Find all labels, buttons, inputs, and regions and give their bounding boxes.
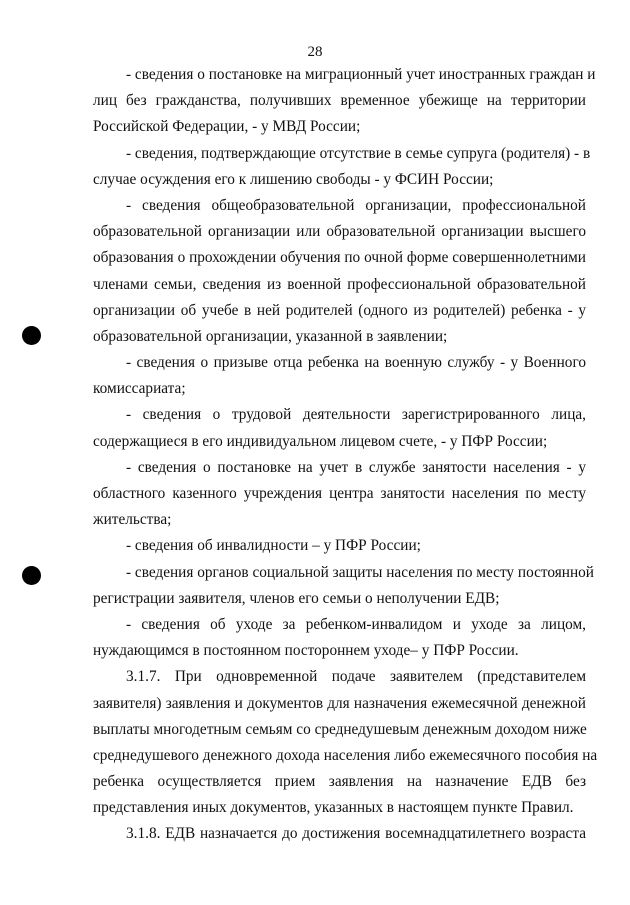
text-line: образовательной организации или образовательной организации высшего	[93, 223, 586, 241]
text-line: среднедушевого денежного дохода населения либо ежемесячного пособия на	[93, 746, 598, 764]
text-line: лиц без гражданства, получивших временное убежище на территории	[93, 92, 586, 110]
text-line: областного казенного учреждения центра занятости населения по месту	[93, 485, 586, 502]
text-line: 3.1.7. При одновременной подаче заявителем (представителем	[126, 668, 586, 686]
text-line: - сведения об уходе за ребенком-инвалидом и уходе за лицом,	[126, 615, 586, 633]
text-line: образования о прохождении обучения по очной форме совершеннолетними	[93, 249, 586, 267]
text-line: - сведения о призыве отца ребенка на военную службу - у Военного	[126, 354, 586, 372]
text-line: 3.1.8. ЕДВ назначается до достижения восемнадцатилетнего возраста	[126, 825, 586, 843]
text-line: содержащиеся в его индивидуальном лицевом счете, - у ПФР России;	[93, 432, 548, 450]
text-line: ребенка осуществляется прием заявления на назначение ЕДВ без	[93, 773, 586, 791]
text-line: организации об учебе в ней родителей (одного из родителей) ребенка - у	[93, 301, 586, 319]
text-line: - сведения о трудовой деятельности зарегистрированного лица,	[126, 406, 586, 424]
text-line: Российской Федерации, - у МВД России;	[93, 118, 361, 136]
text-line: членами семьи, сведения из военной профессиональной образовательной	[93, 275, 586, 293]
text-line: жительства;	[93, 511, 172, 529]
text-line: случае осуждения его к лишению свободы - у ФСИН России;	[93, 170, 494, 188]
text-line: нуждающимся в постоянном постороннем уходе– у ПФР России.	[93, 642, 519, 660]
text-line: представления иных документов, указанных в настоящем пункте Правил.	[93, 799, 574, 817]
text-line: регистрации заявителя, членов его семьи о неполучении ЕДВ;	[93, 589, 500, 607]
text-line: - сведения общеобразовательной организации, профессиональной	[126, 196, 586, 214]
text-line: выплаты многодетным семьям со среднедушевым денежным доходом ниже	[93, 720, 587, 738]
text-line: образовательной организации, указанной в заявлении;	[93, 327, 448, 345]
page-number: 28	[307, 44, 323, 60]
text-line: - сведения, подтверждающие отсутствие в семье супруга (родителя) - в	[126, 144, 591, 162]
punch-hole	[22, 566, 41, 585]
document-body	[93, 62, 598, 848]
text-line: комиссариата;	[93, 380, 186, 398]
text-line: заявителя) заявления и документов для назначения ежемесячной денежной	[93, 694, 586, 712]
punch-hole	[22, 326, 41, 345]
text-line: - сведения об инвалидности – у ПФР России;	[126, 537, 421, 555]
text-line: - сведения о постановке на миграционный учет иностранных граждан и	[126, 66, 596, 83]
text-line: - сведения о постановке на учет в службе занятости населения - у	[126, 458, 586, 476]
text-line: - сведения органов социальной защиты населения по месту постоянной	[126, 563, 594, 581]
